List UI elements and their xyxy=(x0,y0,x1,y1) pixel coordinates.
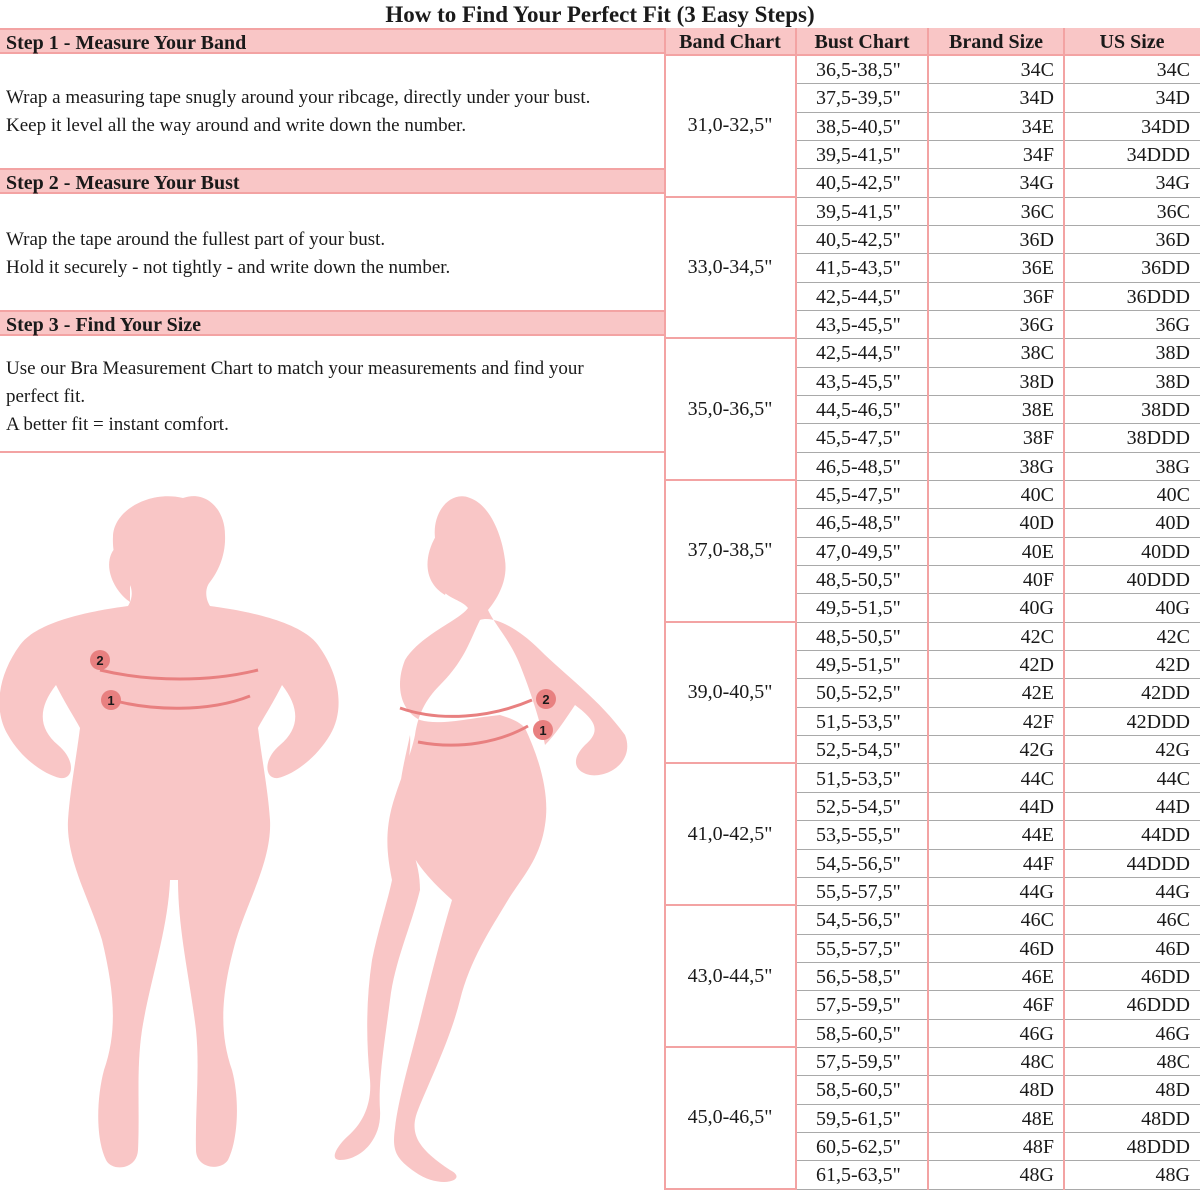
brand-size-cell: 38E xyxy=(1021,399,1054,422)
bust-cell: 54,5-56,5" xyxy=(816,852,901,875)
bust-cell: 52,5-54,5" xyxy=(816,739,901,762)
svg-text:2: 2 xyxy=(96,653,104,668)
bust-cell: 49,5-51,5" xyxy=(816,597,901,620)
brand-size-header: Brand Size xyxy=(928,28,1064,56)
bust-cell: 55,5-57,5" xyxy=(816,937,901,960)
band-range-cell: 41,0-42,5" xyxy=(664,765,796,907)
us-size-cell: 46D xyxy=(1155,937,1190,960)
step-3-text xyxy=(0,355,664,439)
page-title: How to Find Your Perfect Fit (3 Easy Steps) xyxy=(0,0,1200,28)
bust-cell: 55,5-57,5" xyxy=(816,880,901,903)
us-size-cell: 46DDD xyxy=(1126,994,1190,1017)
us-size-cell: 44C xyxy=(1156,767,1190,790)
table-row xyxy=(796,1161,1200,1189)
us-size-cell: 42G xyxy=(1155,739,1190,762)
bust-cell: 46,5-48,5" xyxy=(816,455,901,478)
brand-size-cell: 48C xyxy=(1020,1050,1054,1073)
step-3-line-2: perfect fit. xyxy=(6,386,86,407)
table-row xyxy=(796,424,1200,452)
bust-cell: 42,5-44,5" xyxy=(816,285,901,308)
bust-cell: 43,5-45,5" xyxy=(816,314,901,337)
table-row xyxy=(796,509,1200,537)
us-size-cell: 48G xyxy=(1155,1164,1190,1187)
brand-size-cell: 36E xyxy=(1021,257,1054,280)
band-range-cell: 31,0-32,5" xyxy=(664,56,796,198)
column-rule xyxy=(795,28,797,1190)
us-size-cell: 34C xyxy=(1156,59,1190,81)
table-row xyxy=(796,963,1200,991)
bust-cell: 42,5-44,5" xyxy=(816,342,901,365)
brand-size-cell: 40D xyxy=(1019,512,1054,535)
brand-size-cell: 36F xyxy=(1022,285,1054,308)
table-row xyxy=(796,453,1200,481)
measurement-figure xyxy=(0,460,664,1191)
step-1-text xyxy=(0,84,664,140)
svg-text:2: 2 xyxy=(542,692,550,707)
bust-cell: 56,5-58,5" xyxy=(816,965,901,988)
bust-cell: 48,5-50,5" xyxy=(816,569,901,592)
table-row xyxy=(796,84,1200,112)
column-rule xyxy=(927,28,929,1190)
us-size-cell: 48DD xyxy=(1141,1107,1190,1130)
us-size-cell: 38DDD xyxy=(1126,427,1190,450)
brand-size-cell: 40F xyxy=(1022,569,1054,592)
brand-size-cell: 38F xyxy=(1022,427,1054,450)
brand-size-cell: 46C xyxy=(1020,909,1054,932)
us-size-cell: 44DD xyxy=(1141,824,1190,847)
brand-size-cell: 42D xyxy=(1019,654,1054,677)
table-row xyxy=(796,708,1200,736)
brand-size-cell: 38D xyxy=(1019,370,1054,393)
us-size-cell: 36G xyxy=(1155,314,1190,337)
svg-text:1: 1 xyxy=(107,693,115,708)
table-row xyxy=(796,1105,1200,1133)
us-size-cell: 34G xyxy=(1155,172,1190,195)
step-3-heading: Step 3 - Find Your Size xyxy=(0,310,664,336)
marker-2-front xyxy=(90,650,110,670)
brand-size-cell: 46E xyxy=(1021,965,1054,988)
brand-size-cell: 36G xyxy=(1019,314,1054,337)
table-row xyxy=(796,623,1200,651)
brand-size-cell: 46G xyxy=(1019,1022,1054,1045)
bust-cell: 48,5-50,5" xyxy=(816,625,901,648)
bust-cell: 40,5-42,5" xyxy=(816,172,901,195)
step-2-heading: Step 2 - Measure Your Bust xyxy=(0,168,664,194)
table-row xyxy=(796,113,1200,141)
step-2-line-2: Hold it securely - not tightly - and write down the number. xyxy=(6,257,451,278)
table-row xyxy=(796,594,1200,622)
brand-size-cell: 34C xyxy=(1020,59,1054,81)
us-size-cell: 42DD xyxy=(1141,682,1190,705)
us-size-cell: 34DDD xyxy=(1126,144,1190,167)
brand-size-cell: 36C xyxy=(1020,200,1054,223)
us-size-cell: 34D xyxy=(1155,87,1190,110)
table-row xyxy=(796,283,1200,311)
marker-1-side xyxy=(533,720,553,740)
step-1-heading: Step 1 - Measure Your Band xyxy=(0,28,664,54)
band-range-cell: 43,0-44,5" xyxy=(664,906,796,1048)
table-row xyxy=(796,793,1200,821)
table-row xyxy=(796,396,1200,424)
step-1-line-2: Keep it level all the way around and write down the number. xyxy=(6,115,467,136)
table-row xyxy=(796,821,1200,849)
brand-size-cell: 34E xyxy=(1021,115,1054,138)
brand-size-cell: 48D xyxy=(1019,1079,1054,1102)
table-row xyxy=(796,538,1200,566)
brand-size-cell: 34F xyxy=(1022,144,1054,167)
table-row xyxy=(796,906,1200,934)
step-1-line-1: Wrap a measuring tape snugly around your ribcage, directly under your bust. xyxy=(6,87,591,108)
table-row xyxy=(796,368,1200,396)
bust-cell: 44,5-46,5" xyxy=(816,399,901,422)
band-range-cell: 33,0-34,5" xyxy=(664,198,796,340)
us-size-cell: 42D xyxy=(1155,654,1190,677)
table-row xyxy=(796,481,1200,509)
table-row xyxy=(796,878,1200,906)
us-size-cell: 38DD xyxy=(1141,399,1190,422)
table-row xyxy=(796,311,1200,339)
table-row xyxy=(796,1020,1200,1048)
us-size-cell: 38G xyxy=(1155,455,1190,478)
table-row xyxy=(796,198,1200,226)
table-row xyxy=(796,226,1200,254)
us-size-cell: 40C xyxy=(1156,484,1190,507)
us-size-cell: 46G xyxy=(1155,1022,1190,1045)
band-range-cell: 39,0-40,5" xyxy=(664,623,796,765)
table-row xyxy=(796,169,1200,197)
brand-size-cell: 42C xyxy=(1020,625,1054,648)
front-silhouette xyxy=(0,496,339,1167)
bust-cell: 45,5-47,5" xyxy=(816,484,901,507)
brand-size-cell: 42G xyxy=(1019,739,1054,762)
marker-1-front xyxy=(101,690,121,710)
bust-cell: 40,5-42,5" xyxy=(816,229,901,252)
step-2-text xyxy=(0,226,664,282)
step-2-line-1: Wrap the tape around the fullest part of your bust. xyxy=(6,229,386,250)
brand-size-cell: 34D xyxy=(1019,87,1054,110)
bust-cell: 53,5-55,5" xyxy=(816,824,901,847)
brand-size-cell: 34G xyxy=(1019,172,1054,195)
table-row xyxy=(796,935,1200,963)
brand-size-cell: 42F xyxy=(1022,710,1054,733)
bust-cell: 51,5-53,5" xyxy=(816,767,901,790)
bust-chart-header: Bust Chart xyxy=(796,28,928,56)
us-size-cell: 46DD xyxy=(1141,965,1190,988)
brand-size-cell: 44C xyxy=(1020,767,1054,790)
bust-cell: 36,5-38,5" xyxy=(816,59,901,81)
brand-size-cell: 38C xyxy=(1020,342,1054,365)
us-size-cell: 48D xyxy=(1155,1079,1190,1102)
band-range-cell: 37,0-38,5" xyxy=(664,481,796,623)
table-row xyxy=(796,56,1200,84)
brand-size-cell: 44E xyxy=(1021,824,1054,847)
marker-2-side xyxy=(536,689,556,709)
brand-size-cell: 48G xyxy=(1019,1164,1054,1187)
bust-cell: 45,5-47,5" xyxy=(816,427,901,450)
brand-size-cell: 40G xyxy=(1019,597,1054,620)
brand-size-cell: 44G xyxy=(1019,880,1054,903)
table-row xyxy=(796,765,1200,793)
brand-size-cell: 46F xyxy=(1022,994,1054,1017)
band-chart-header: Band Chart xyxy=(664,28,796,56)
brand-size-cell: 36D xyxy=(1019,229,1054,252)
bust-cell: 51,5-53,5" xyxy=(816,710,901,733)
us-size-cell: 36DD xyxy=(1141,257,1190,280)
bust-cell: 47,0-49,5" xyxy=(816,540,901,563)
table-row xyxy=(796,651,1200,679)
us-size-cell: 44D xyxy=(1155,795,1190,818)
side-silhouette xyxy=(335,496,628,1182)
bust-cell: 38,5-40,5" xyxy=(816,115,901,138)
brand-size-cell: 42E xyxy=(1021,682,1054,705)
svg-text:1: 1 xyxy=(539,723,547,738)
table-row xyxy=(796,566,1200,594)
us-size-cell: 48DDD xyxy=(1126,1135,1190,1158)
bust-cell: 39,5-41,5" xyxy=(816,200,901,223)
column-rule xyxy=(664,28,666,1190)
us-size-cell: 40DD xyxy=(1141,540,1190,563)
bust-cell: 52,5-54,5" xyxy=(816,795,901,818)
us-size-cell: 40G xyxy=(1155,597,1190,620)
brand-size-cell: 48E xyxy=(1021,1107,1054,1130)
us-size-cell: 42C xyxy=(1156,625,1190,648)
us-size-cell: 38D xyxy=(1155,342,1190,365)
brand-size-cell: 46D xyxy=(1019,937,1054,960)
table-row xyxy=(796,254,1200,282)
brand-size-cell: 48F xyxy=(1022,1135,1054,1158)
table-row xyxy=(796,1076,1200,1104)
bust-cell: 49,5-51,5" xyxy=(816,654,901,677)
table-row xyxy=(796,141,1200,169)
table-row xyxy=(796,736,1200,764)
column-rule xyxy=(1063,28,1065,1190)
bust-cell: 54,5-56,5" xyxy=(816,909,901,932)
band-range-cell: 35,0-36,5" xyxy=(664,339,796,481)
bust-cell: 58,5-60,5" xyxy=(816,1022,901,1045)
step-3-line-3: A better fit = instant comfort. xyxy=(6,414,229,435)
us-size-cell: 36D xyxy=(1155,229,1190,252)
us-size-cell: 44G xyxy=(1155,880,1190,903)
bust-cell: 60,5-62,5" xyxy=(816,1135,901,1158)
bust-cell: 59,5-61,5" xyxy=(816,1107,901,1130)
us-size-cell: 40DDD xyxy=(1126,569,1190,592)
table-row xyxy=(796,1048,1200,1076)
us-size-cell: 44DDD xyxy=(1126,852,1190,875)
us-size-cell: 36DDD xyxy=(1126,285,1190,308)
table-row xyxy=(796,991,1200,1019)
bust-cell: 37,5-39,5" xyxy=(816,87,901,110)
bust-cell: 57,5-59,5" xyxy=(816,994,901,1017)
bust-cell: 57,5-59,5" xyxy=(816,1050,901,1073)
instructions-column xyxy=(0,28,664,1191)
bust-cell: 61,5-63,5" xyxy=(816,1164,901,1187)
bust-cell: 46,5-48,5" xyxy=(816,512,901,535)
bust-cell: 50,5-52,5" xyxy=(816,682,901,705)
us-size-cell: 48C xyxy=(1156,1050,1190,1073)
brand-size-cell: 40E xyxy=(1021,540,1054,563)
brand-size-cell: 40C xyxy=(1020,484,1054,507)
us-size-cell: 38D xyxy=(1155,370,1190,393)
bust-cell: 41,5-43,5" xyxy=(816,257,901,280)
brand-size-cell: 44D xyxy=(1019,795,1054,818)
bust-cell: 39,5-41,5" xyxy=(816,144,901,167)
table-row xyxy=(796,679,1200,707)
table-row xyxy=(796,1133,1200,1161)
us-size-cell: 36C xyxy=(1156,200,1190,223)
us-size-header: US Size xyxy=(1064,28,1200,56)
us-size-cell: 40D xyxy=(1155,512,1190,535)
divider xyxy=(0,451,664,453)
band-range-cell: 45,0-46,5" xyxy=(664,1048,796,1190)
bust-cell: 58,5-60,5" xyxy=(816,1079,901,1102)
step-3-line-1: Use our Bra Measurement Chart to match your measurements and find your xyxy=(6,358,584,379)
brand-size-cell: 44F xyxy=(1022,852,1054,875)
brand-size-cell: 38G xyxy=(1019,455,1054,478)
table-row xyxy=(796,339,1200,367)
table-row xyxy=(796,850,1200,878)
us-size-cell: 34DD xyxy=(1141,115,1190,138)
us-size-cell: 42DDD xyxy=(1126,710,1190,733)
us-size-cell: 46C xyxy=(1156,909,1190,932)
bust-cell: 43,5-45,5" xyxy=(816,370,901,393)
